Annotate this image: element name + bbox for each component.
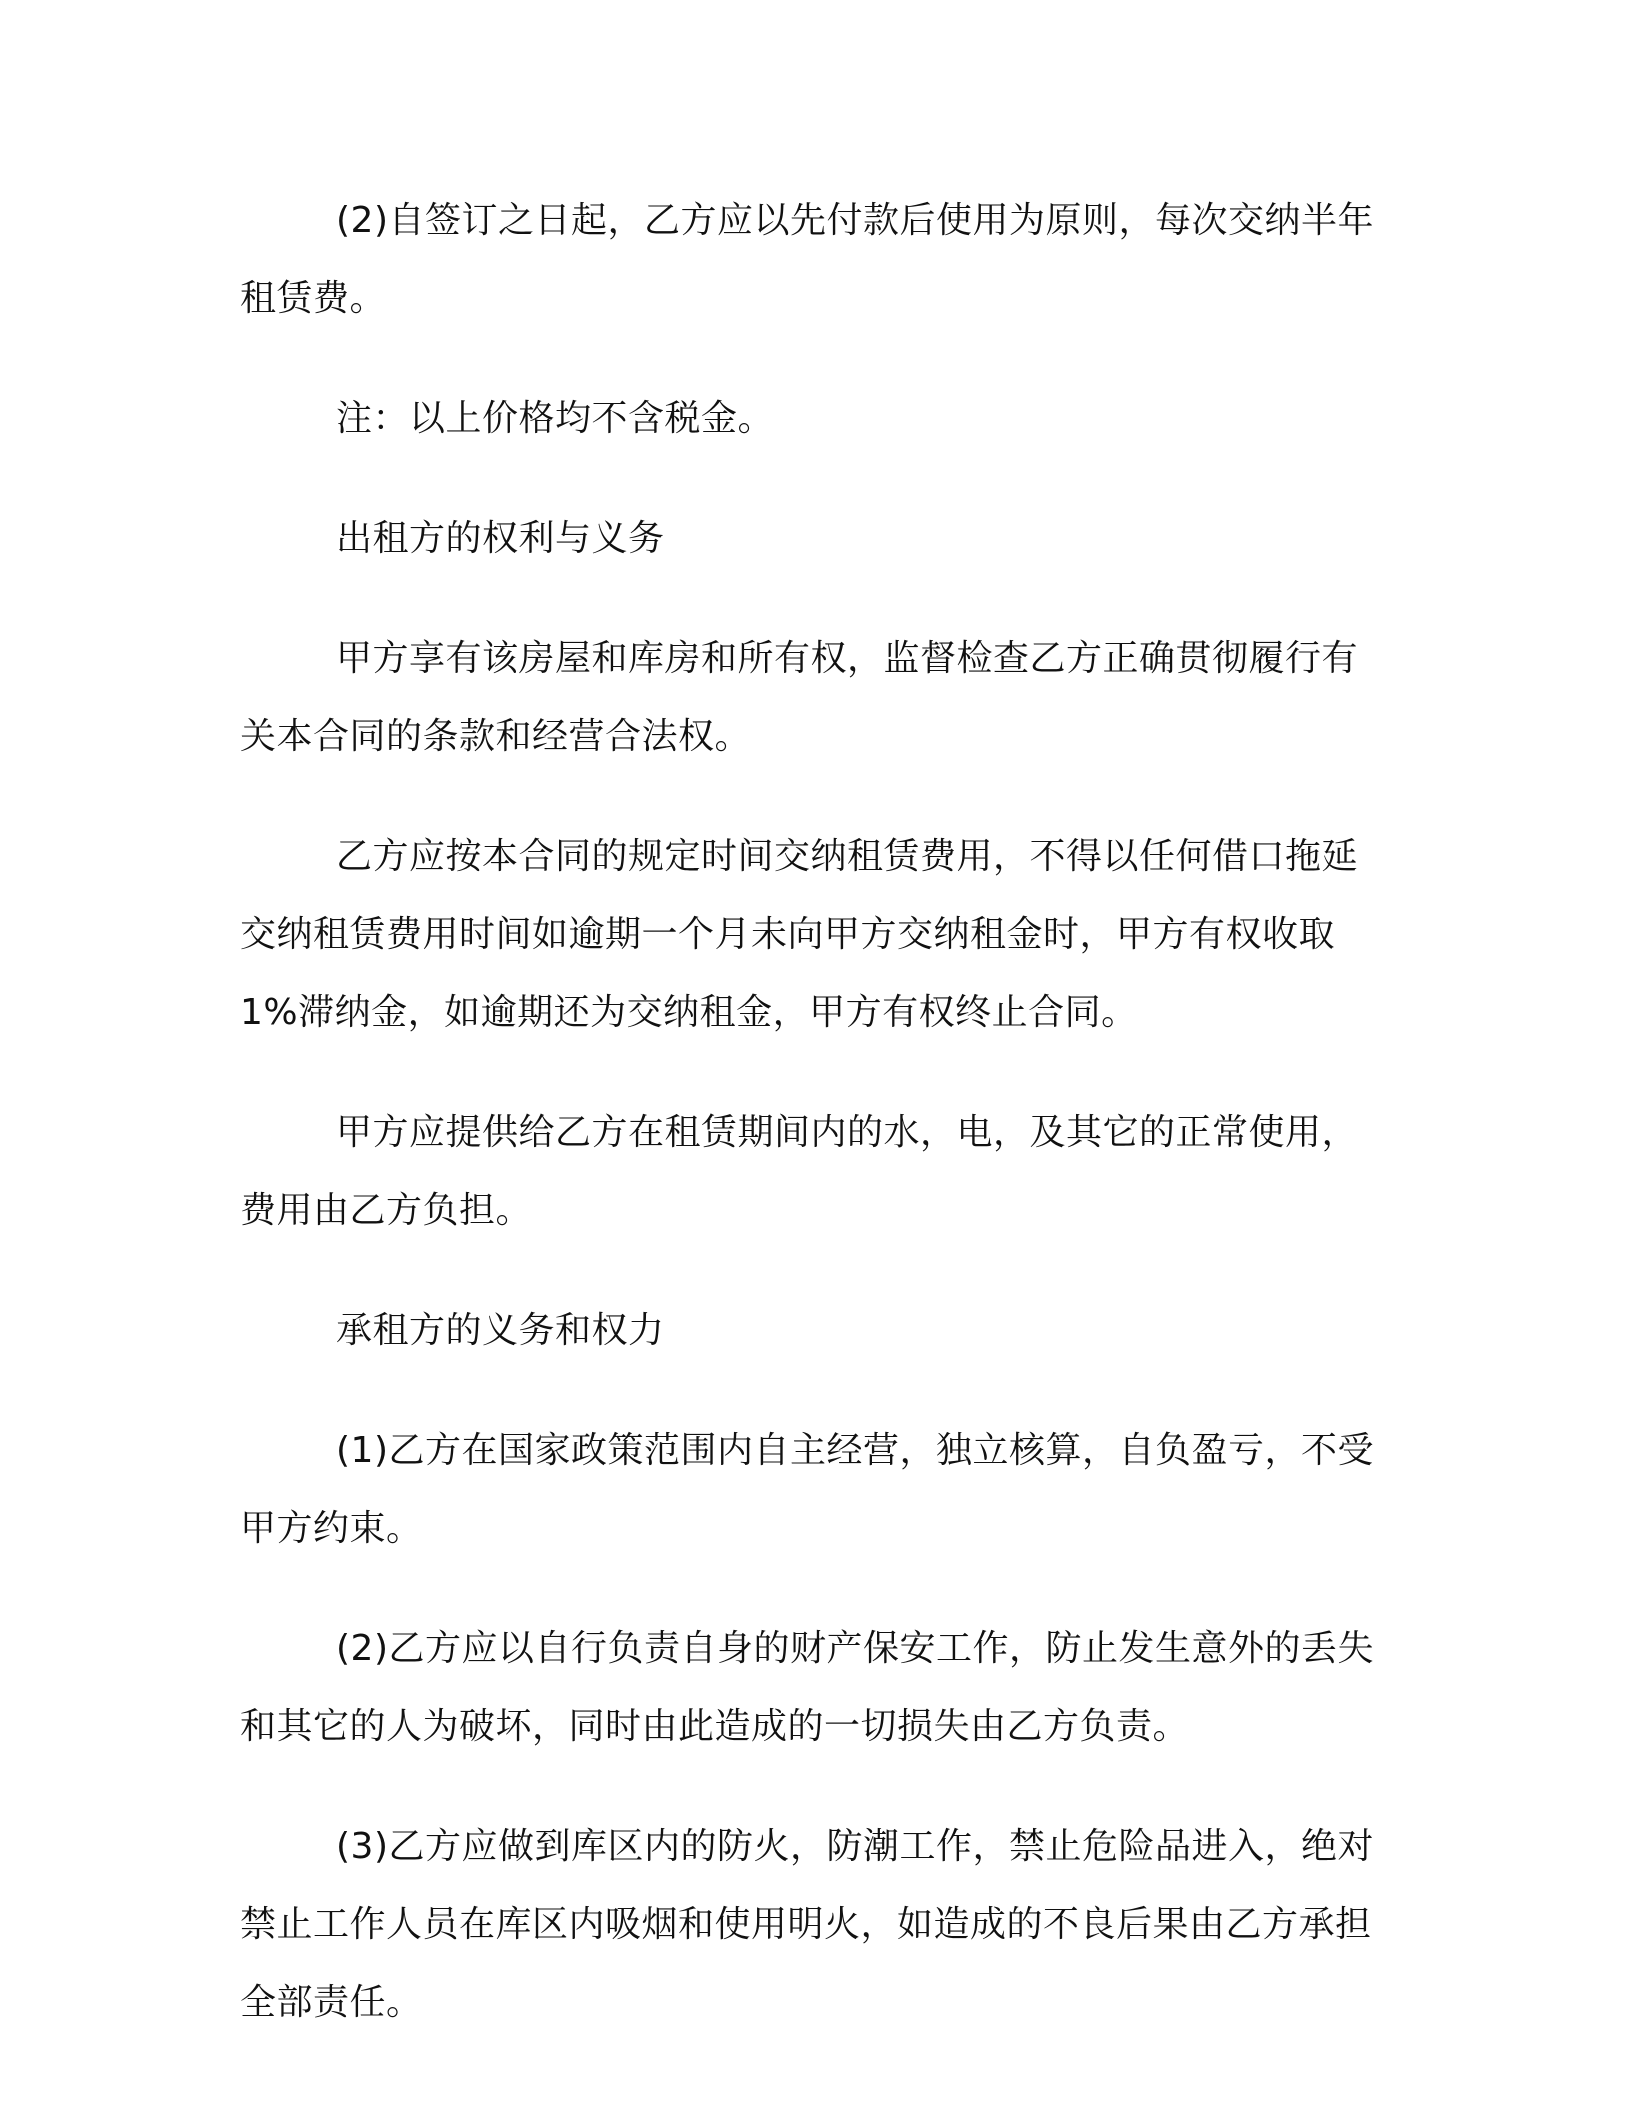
paragraph-lessee-independence: (1)乙方在国家政策范围内自主经营，独立核算，自负盈亏，不受甲方约束。	[240, 1430, 1374, 1549]
paragraph-lessee-fire-safety: (3)乙方应做到库区内的防火，防潮工作，禁止危险品进入，绝对禁止工作人员在库区内吸烟和使用明火，如造成的不良后果由乙方承担全部责任。	[240, 1826, 1374, 2023]
document-body	[240, 182, 1380, 2084]
section-heading-lessee: 承租方的义务和权力	[336, 1310, 665, 1351]
paragraph-utilities: 甲方应提供给乙方在租赁期间内的水，电，及其它的正常使用，费用由乙方负担。	[240, 1112, 1359, 1231]
paragraph-lessor-ownership: 甲方享有该房屋和库房和所有权，监督检查乙方正确贯彻履行有关本合同的条款和经营合法权。	[240, 638, 1359, 757]
paragraph-lessee-security: (2)乙方应以自行负责自身的财产保安工作，防止发生意外的丢失和其它的人为破坏，同时由此造成的一切损失由乙方负责。	[240, 1628, 1374, 1747]
section-heading-lessor: 出租方的权利与义务	[336, 518, 665, 559]
paragraph-tax-note: 注：以上价格均不含税金。	[336, 398, 775, 439]
paragraph-late-payment: 乙方应按本合同的规定时间交纳租赁费用，不得以任何借口拖延交纳租赁费用时间如逾期一个月未向甲方交纳租金时，甲方有权收取1%滞纳金，如逾期还为交纳租金，甲方有权终止合同。	[240, 836, 1359, 1033]
paragraph-payment-terms: (2)自签订之日起，乙方应以先付款后使用为原则，每次交纳半年租赁费。	[240, 200, 1374, 319]
